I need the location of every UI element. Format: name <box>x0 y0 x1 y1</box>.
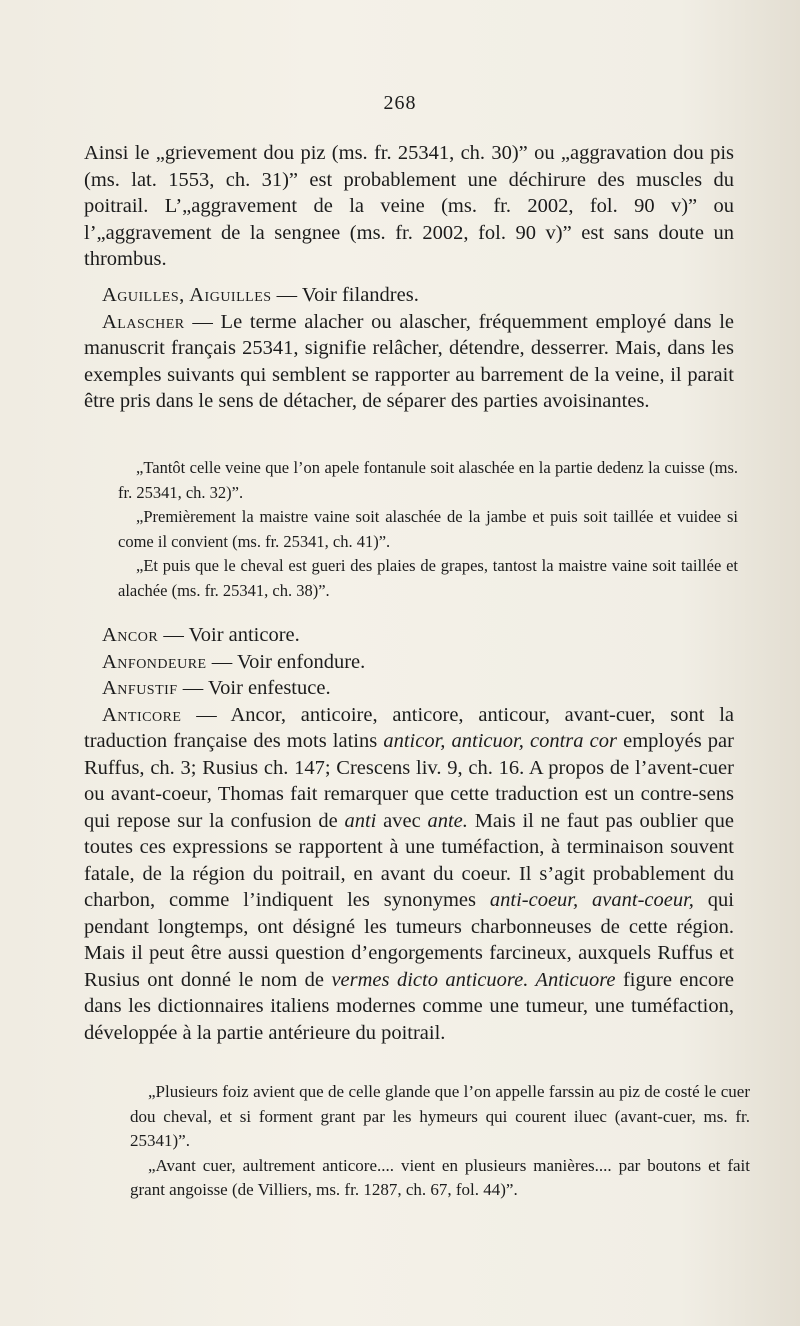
entry-text: — Voir anticore. <box>158 624 300 646</box>
entry-term: Anticore <box>102 703 182 726</box>
entry-anticore <box>84 702 734 1047</box>
entry-text: — Voir filandres. <box>271 284 419 306</box>
entry-ancor <box>84 622 734 649</box>
quote-item: „Tantôt celle veine que l’on apele fontanule soit alaschée en la partie dedenz la cuisse (ms. fr. 25341, ch. 32)”. <box>118 458 738 502</box>
quote-item: „Premièrement la maistre vaine soit alaschée de la jambe et puis soit taillée et vuidee si come il convient (ms. fr. 25341, ch. 41)”. <box>118 507 738 551</box>
entry-aguilles <box>84 282 734 309</box>
entries-block-1 <box>84 282 734 415</box>
entry-text: — Voir enfondure. <box>206 650 366 673</box>
entry-alascher <box>84 309 734 415</box>
entry-anfustif <box>84 675 734 702</box>
entry-text: qui pendant longtemps, ont désigné les tumeurs charbonneuses de cette région. Mais il peut être aussi question d’engorgements farcineux, auxquels Ruffus et Rusius ont donné le nom de <box>84 889 734 991</box>
latin-terms: anticor, anticuor, contra cor <box>383 730 617 752</box>
entry-text: figure encore dans les dictionnaires italiens modernes comme une tumeur, une tuméfaction, développée à la partie antérieure du poitrail. <box>84 968 734 1044</box>
entry-term: Anfustif <box>102 677 178 699</box>
italic-term: anti-coeur, avant-coeur, <box>489 889 694 911</box>
italic-term: anti <box>344 809 377 832</box>
entry-term: Aguilles, Aiguilles <box>102 284 272 306</box>
italic-term: vermes dicto anticuore. Anticuore <box>331 968 616 991</box>
italic-term: ante. <box>427 809 468 832</box>
entry-text: Mais il ne faut pas oublier que toutes ces expressions se rapportent à une tuméfaction, à terminaison souvent fatale, de la région du poitrail, en avant du coeur. Il s’agit probablement du charbon, comme l’indiquent les synonymes <box>84 809 735 911</box>
quote-item: „Et puis que le cheval est gueri des plaies de grapes, tantost la maistre vaine soit taillée et alachée (ms. fr. 25341, ch. 38)”. <box>118 556 738 600</box>
entry-text: avec <box>376 809 428 832</box>
entry-term: Anfondeure <box>102 650 207 673</box>
quote-item: „Plusieurs foiz avient que de celle glande que l’on appelle farssin au piz de costé le cuer dou cheval, et si forment grant par les hymeurs qui courent iluec (avant-cuer, ms. fr. 25341)”. <box>130 1082 750 1150</box>
quotes-block-1 <box>118 456 738 603</box>
entry-anfondeure <box>84 649 734 676</box>
entries-block-2 <box>84 622 734 1046</box>
quote-item: „Avant cuer, aultrement anticore.... vient en plusieurs manières.... par boutons et fait grant angoisse (de Villiers, ms. fr. 1287, ch. 67, fol. 44)”. <box>130 1155 750 1199</box>
entry-text: employés par Ruffus, ch. 3; Rusius ch. 147; Crescens liv. 9, ch. 16. A propos de l’avent-cuer ou avant-coeur, Thomas fait remarquer que cette traduction est un contre-sens qui repose sur la confusion de <box>84 730 734 832</box>
entry-text: — Voir enfestuce. <box>177 677 331 699</box>
intro-text: Ainsi le „grievement dou piz (ms. fr. 25341, ch. 30)” ou „aggravation dou pis (ms. lat. 1553, ch. 31)” est probablement une déchirure des muscles du poitrail. L’„aggravement de la veine (ms. fr. 2002, fol. 90 v)” ou l’„aggravement de la sengnee (ms. fr. 2002, fol. 90 v)” est sans doute un thrombus. <box>84 142 734 270</box>
quotes-block-2 <box>130 1080 750 1203</box>
entry-text: — Ancor, anticoire, anticore, anticour, avant-cuer, sont la traduction française des mots latins <box>84 703 734 752</box>
entry-term: Alascher <box>102 310 185 333</box>
entry-term: Ancor <box>102 624 159 646</box>
page-number: 268 <box>383 92 417 114</box>
entry-text: — Le terme alacher ou alascher, fréquemment employé dans le manuscrit français 25341, signifie relâcher, détendre, desserrer. Mais, dans les exemples suivants qui semblent se rapporter au barrement de la veine, il parait être pris dans le sens de détacher, de séparer des parties avoisinantes. <box>84 310 734 412</box>
intro-paragraph <box>84 140 734 273</box>
